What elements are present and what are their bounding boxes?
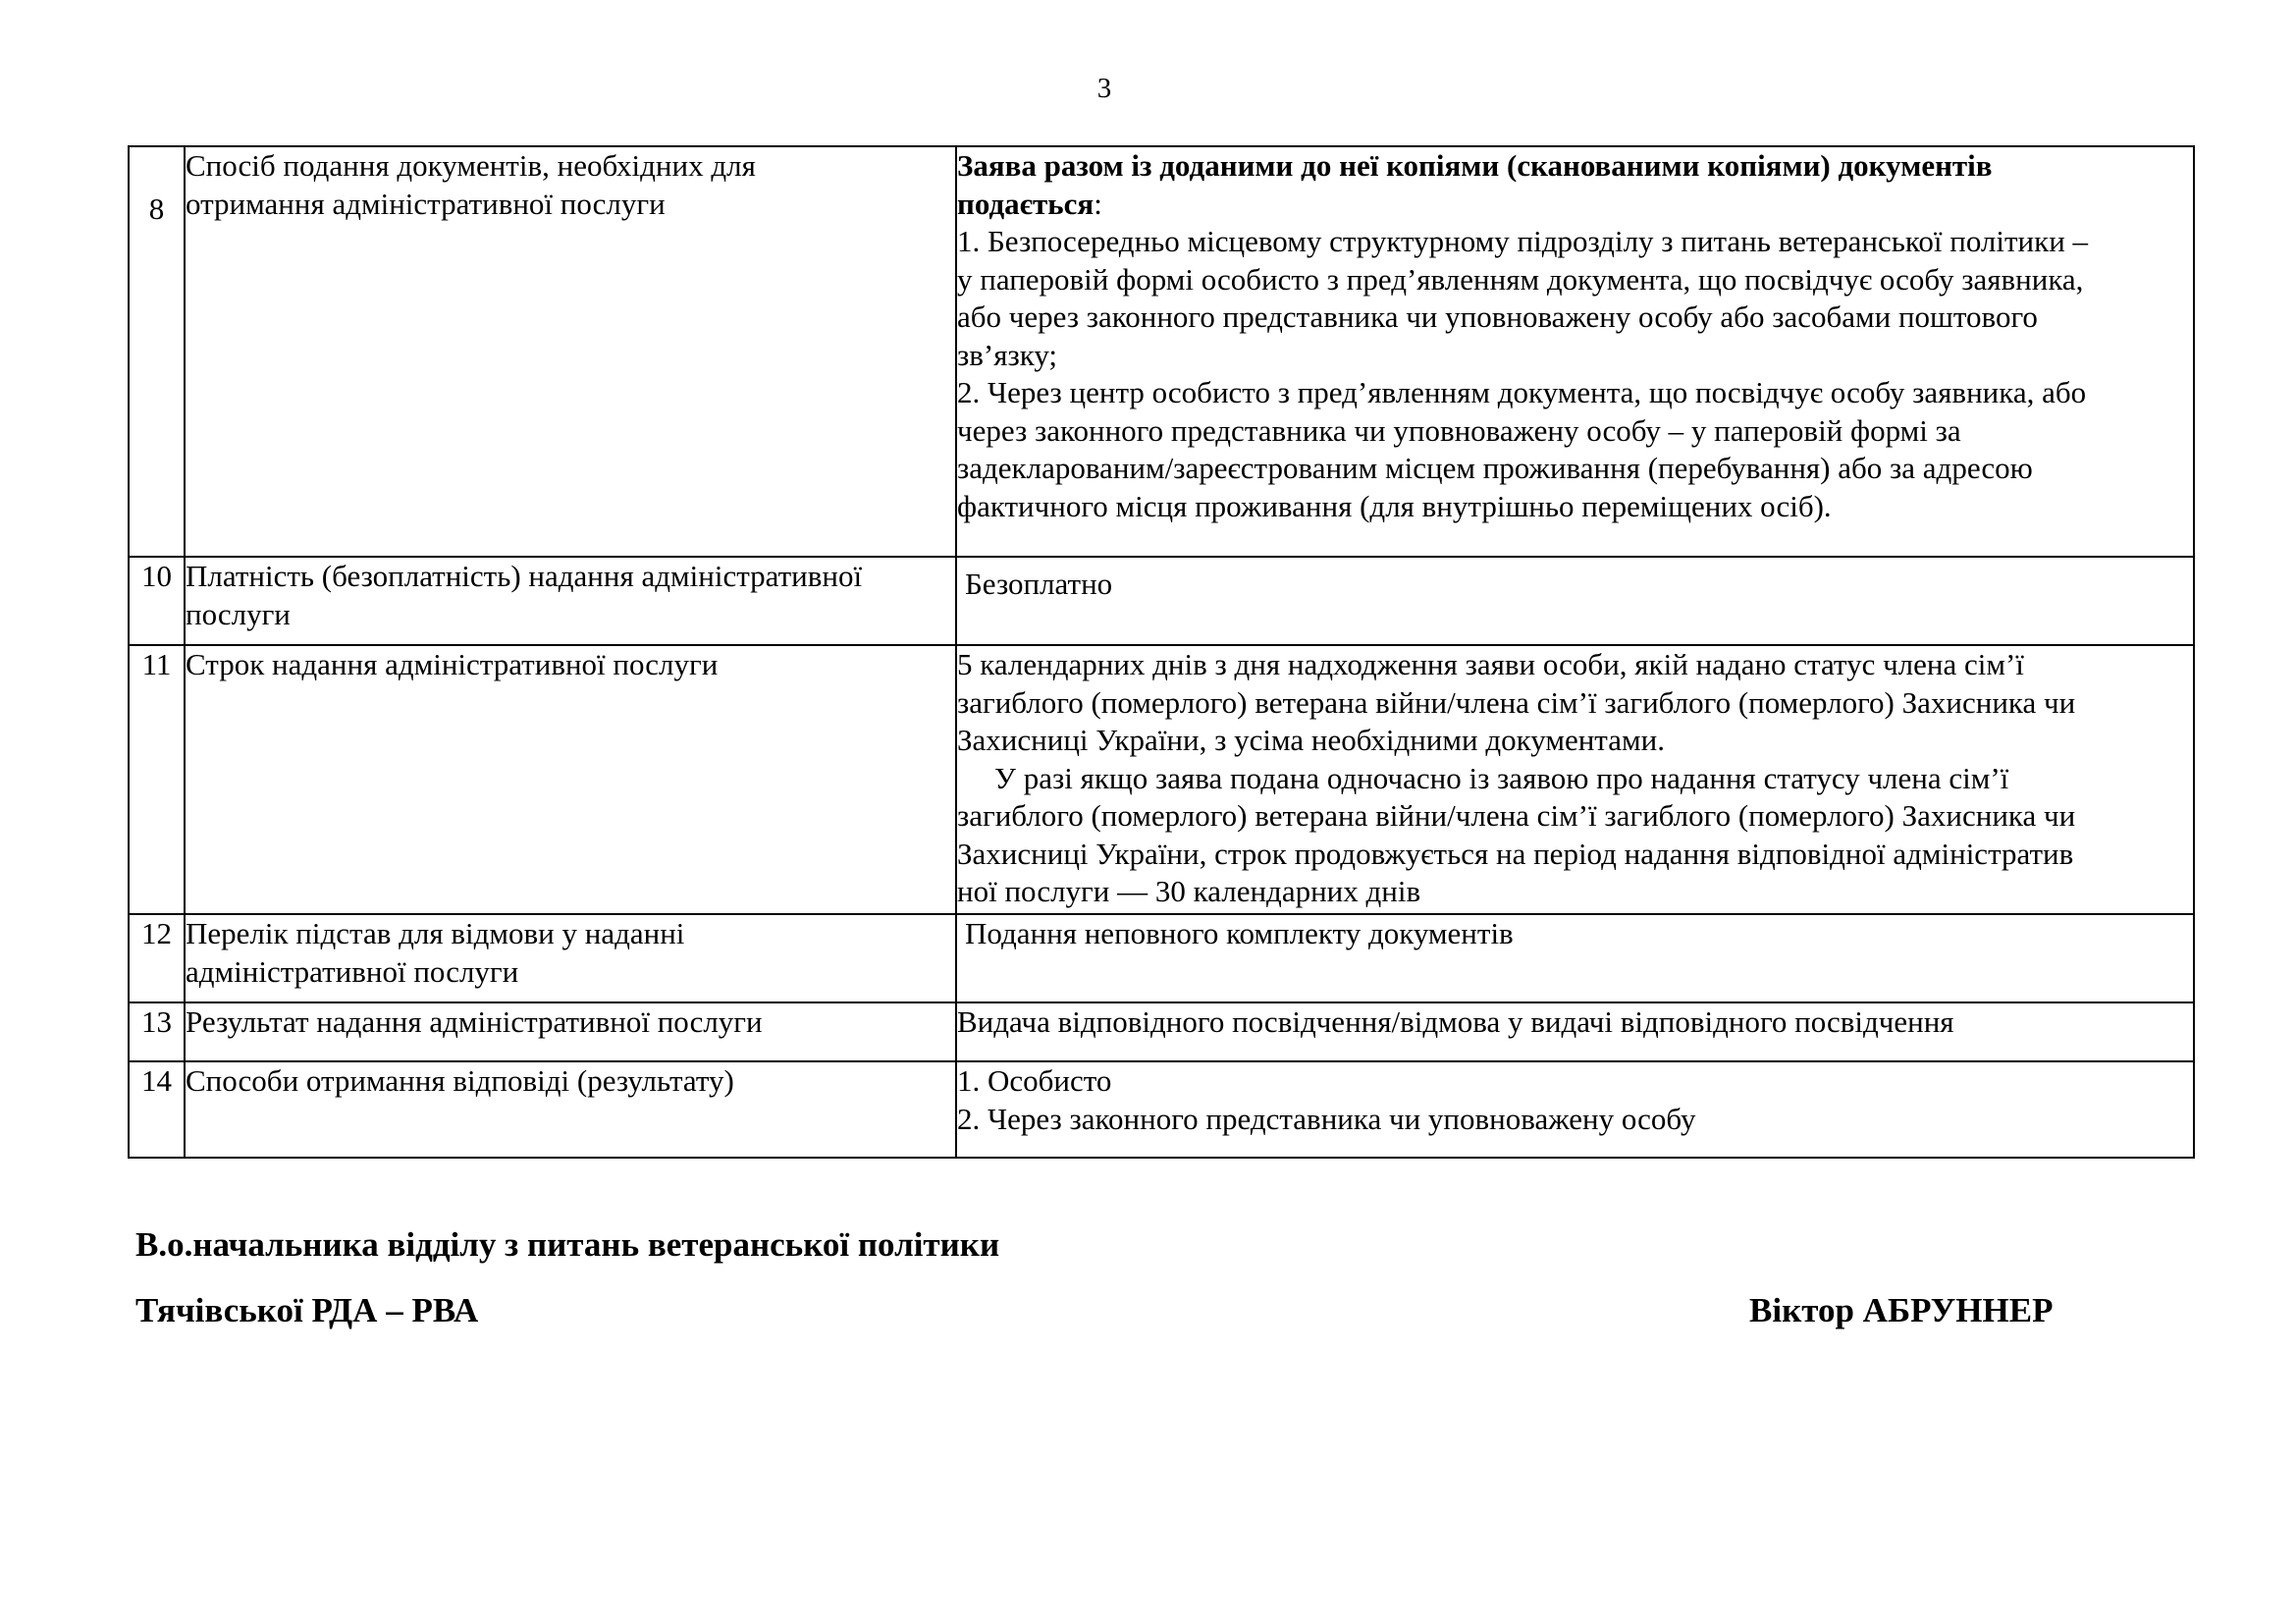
row-label-line: адміністративної послуги xyxy=(186,953,519,989)
table-row xyxy=(129,557,2194,645)
row-value xyxy=(956,1061,2194,1158)
row-value-line: 5 календарних днів з дня надходження заяви особи, якій надано статус члена сім’ї xyxy=(957,647,2024,681)
row-value-line: Захисниці України, з усіма необхідними документами. xyxy=(957,723,1665,757)
row-value xyxy=(956,1002,2194,1061)
table-row xyxy=(129,1002,2194,1061)
row-label-line: Способи отримання відповіді (результату) xyxy=(186,1063,734,1098)
table-row xyxy=(129,645,2194,914)
row-label-line: Платність (безоплатність) надання адміністративної xyxy=(186,559,863,593)
row-value-line: або через законного представника чи уповноважену особу або засобами поштового xyxy=(957,299,2038,334)
row-value-line: у паперовій формі особисто з пред’явленням документа, що посвідчує особу заявника, xyxy=(957,261,2084,297)
row-value-line: загиблого (померлого) ветерана війни/члена сім’ї загиблого (померлого) Захисника чи xyxy=(957,798,2076,833)
row-value-line: 2. Через центр особисто з пред’явленням документа, що посвідчує особу заявника, або xyxy=(957,375,2087,409)
row-label xyxy=(185,914,956,1002)
row-label xyxy=(185,1002,956,1061)
row-label xyxy=(185,1061,956,1158)
row-value-line: зв’язку; xyxy=(957,337,1058,372)
table-row xyxy=(129,914,2194,1002)
row-label-line: Перелік підстав для відмови у наданні xyxy=(186,916,685,950)
row-value xyxy=(956,645,2194,914)
row-value-line: задекларованим/зареєстрованим місцем проживання (перебування) або за адресою xyxy=(957,451,2033,485)
row-value-line: Безоплатно xyxy=(965,567,1113,601)
row-value-line: через законного представника чи уповноважену особу – у паперовій формі за xyxy=(957,412,1961,448)
services-table xyxy=(128,145,2195,1159)
table-row xyxy=(129,146,2194,557)
row-number: 10 xyxy=(129,557,185,645)
row-number: 11 xyxy=(129,645,185,914)
row-label-line: Результат надання адміністративної послуги xyxy=(186,1004,763,1039)
row-value-line: фактичного місця проживання (для внутрішньо переміщених осіб). xyxy=(957,488,1832,523)
row-label-line: отримання адміністративної послуги xyxy=(186,186,666,221)
signatory-name: Віктор АБРУННЕР xyxy=(1749,1291,2054,1329)
signatory-title: В.о.начальника відділу з питань ветеранської політики xyxy=(135,1225,1000,1264)
row-label-line: послуги xyxy=(186,596,291,631)
row-value xyxy=(956,146,2194,557)
row-value-line: Подання неповного комплекту документів xyxy=(965,916,1514,950)
row-value-line: 1. Безпосередньо місцевому структурному підрозділу з питань ветеранської політики – xyxy=(957,224,2089,258)
row-label-line: Спосіб подання документів, необхідних для xyxy=(186,148,756,183)
row-label xyxy=(185,645,956,914)
row-value xyxy=(956,557,2194,645)
row-label xyxy=(185,557,956,645)
row-value-colon: : xyxy=(1094,186,1102,221)
row-value-bold-line: Заява разом із доданими до неї копіями (сканованими копіями) документів xyxy=(957,148,1993,183)
row-value-bold-line-wrap xyxy=(957,186,2193,224)
table-row xyxy=(129,1061,2194,1158)
row-label xyxy=(185,146,956,557)
row-label-line: Строк надання адміністративної послуги xyxy=(186,647,719,681)
row-number: 13 xyxy=(129,1002,185,1061)
row-value-line: У разі якщо заява подана одночасно із заявою про надання статусу члена сім’ї xyxy=(994,760,2009,795)
row-value-line: Видача відповідного посвідчення/відмова у видачі відповідного посвідчення xyxy=(957,1004,1954,1039)
row-value-line: ної послуги — 30 календарних днів xyxy=(957,874,1421,908)
row-number: 12 xyxy=(129,914,185,1002)
row-value-bold-text: подається xyxy=(957,186,1095,221)
page-number: 3 xyxy=(1096,73,1112,104)
signatory-organization: Тячівської РДА – РВА xyxy=(135,1291,479,1329)
row-number: 8 xyxy=(129,146,185,557)
row-value-line: 2. Через законного представника чи уповноважену особу xyxy=(957,1101,1696,1136)
row-number: 14 xyxy=(129,1061,185,1158)
row-value-line: загиблого (померлого) ветерана війни/члена сім’ї загиблого (померлого) Захисника чи xyxy=(957,684,2076,720)
row-value xyxy=(956,914,2194,1002)
row-value-line: 1. Особисто xyxy=(957,1063,1112,1098)
row-value-line: Захисниці України, строк продовжується на період надання відповідної адміністратив xyxy=(957,836,2074,871)
